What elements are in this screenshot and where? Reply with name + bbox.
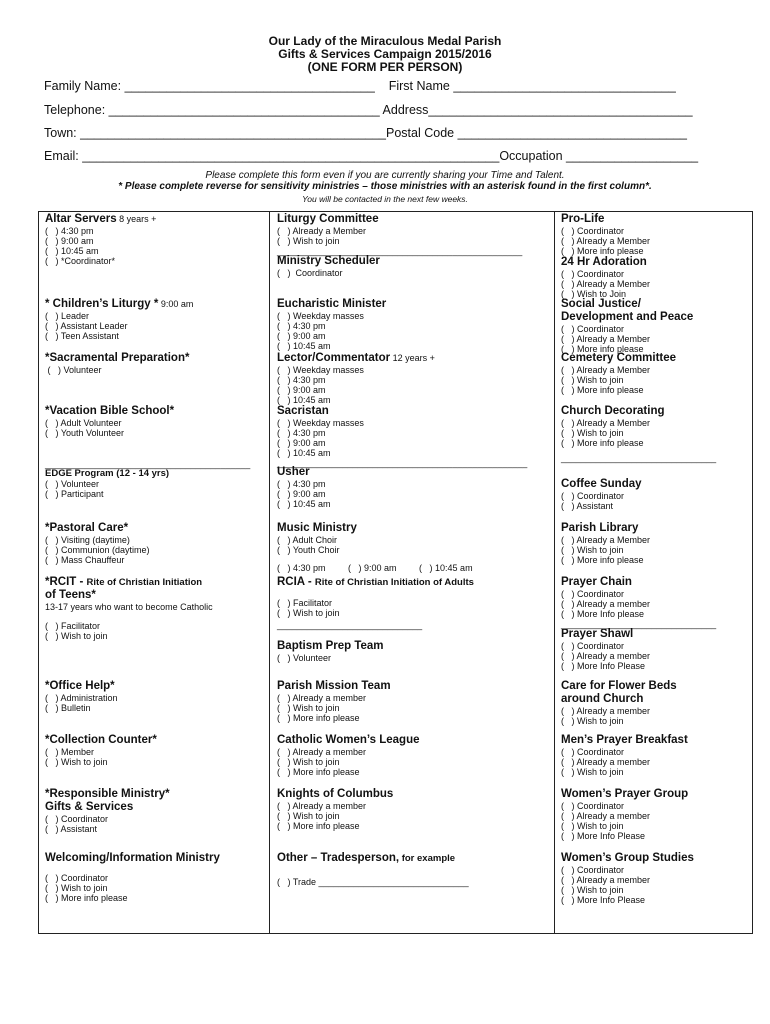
- section-title-extra: Rite of Christian Initiation of Adults: [314, 577, 474, 588]
- option-list[interactable]: ( ) Coordinator ( ) Assistant: [45, 814, 109, 834]
- age-note: 8 years +: [116, 214, 157, 224]
- option-list[interactable]: ( ) Coordinator ( ) Already a Member ( ) More info please: [561, 226, 651, 256]
- option-list[interactable]: ( ) Coordinator ( ) Already a member ( ) More Info please: [561, 589, 651, 619]
- section-title: Church Decorating: [561, 405, 665, 417]
- option-list[interactable]: ( ) Facilitator ( ) Wish to join: [45, 621, 108, 641]
- option-list[interactable]: ( ) Facilitator ( ) Wish to join: [277, 598, 340, 618]
- column-divider: [554, 211, 555, 934]
- mass-time-options[interactable]: ( ) 4:30 pm ( ) 9:00 am ( ) 10:45 am: [277, 563, 473, 573]
- option-list[interactable]: ( ) Coordinator ( ) Assistant: [561, 491, 625, 511]
- contact-note: You will be contacted in the next few weeks.: [302, 194, 468, 204]
- option-list[interactable]: ( ) Coordinator ( ) Wish to join ( ) More info please: [45, 873, 128, 903]
- section-title-line2: around Church: [561, 693, 644, 705]
- section-title: Cemetery Committee: [561, 352, 677, 364]
- town-postal-line[interactable]: Town: ____________________________________________Postal Code _________________________________: [44, 126, 687, 140]
- parish-mission-section: [277, 680, 391, 723]
- liturgy-committee-section: [277, 213, 522, 256]
- option-list[interactable]: ( ) Coordinator ( ) Already a member ( ) Wish to join: [561, 747, 651, 777]
- section-title-line2: Development and Peace: [561, 311, 694, 323]
- section-title: Social Justice/: [561, 298, 641, 310]
- section-title: Pro-Life: [561, 213, 605, 225]
- section-title: Prayer Shawl: [561, 628, 634, 640]
- option-list[interactable]: ( ) Trade ______________________________: [277, 877, 469, 887]
- option-list[interactable]: ( ) Already a member ( ) Wish to join ( ) More info please: [277, 693, 367, 723]
- section-title: * Children’s Liturgy *: [45, 298, 159, 310]
- reverse-note: * Please complete reverse for sensitivity ministries – those ministries with an asterisk found in the first column*.: [118, 181, 652, 192]
- section-title: Coffee Sunday: [561, 478, 642, 490]
- option-list[interactable]: ( ) Coordinator ( ) Already a Member ( ) Wish to Join: [561, 269, 651, 299]
- prayer-shawl-section: [561, 628, 650, 671]
- sacramental-preparation-section: [45, 352, 189, 375]
- eucharistic-minister-section: [277, 298, 386, 351]
- section-title: Catholic Women’s League: [277, 734, 420, 746]
- section-title: 24 Hr Adoration: [561, 256, 647, 268]
- option-list[interactable]: ( ) Weekday masses ( ) 4:30 pm ( ) 9:00 am ( ) 10:45 am: [277, 311, 364, 351]
- separator: _________________________________________________: [277, 246, 523, 256]
- section-title-line2: Gifts & Services: [45, 801, 134, 813]
- prayer-chain-section: [561, 576, 716, 629]
- sacristan-section: [277, 405, 527, 468]
- section-title: Women’s Prayer Group: [561, 788, 689, 800]
- section-title: *Responsible Ministry*: [45, 788, 170, 800]
- campaign-title: Gifts & Services Campaign 2015/2016: [278, 47, 492, 61]
- option-list[interactable]: ( ) Weekday masses ( ) 4:30 pm ( ) 9:00 am ( ) 10:45 am: [277, 418, 364, 458]
- section-title: Usher: [277, 466, 310, 478]
- form-subtitle: (ONE FORM PER PERSON): [307, 60, 463, 74]
- option-list[interactable]: ( ) Adult Choir ( ) Youth Choir: [277, 535, 340, 555]
- section-subnote: 13-17 years who want to become Catholic: [45, 602, 213, 612]
- section-title: Welcoming/Information Ministry: [45, 852, 220, 864]
- age-note: 12 years +: [390, 353, 435, 363]
- section-title: Baptism Prep Team: [277, 640, 384, 652]
- section-title: Parish Mission Team: [277, 680, 391, 692]
- section-title: EDGE Program (12 - 14 yrs): [45, 468, 170, 479]
- section-title: *Pastoral Care*: [45, 522, 129, 534]
- option-list[interactable]: ( ) Already a Member ( ) Wish to join ( ) More info please: [561, 418, 651, 448]
- email-occupation-line[interactable]: Email: ____________________________________________________________Occupation ___________________: [44, 149, 699, 163]
- section-title: *RCIT -: [45, 576, 87, 588]
- section-title: *Vacation Bible School*: [45, 405, 175, 417]
- time-note: 9:00 am: [158, 299, 194, 309]
- cwl-section: [277, 734, 420, 777]
- option-list[interactable]: ( ) 4:30 pm ( ) 9:00 am ( ) 10:45 am: [277, 479, 331, 509]
- section-title: *Collection Counter*: [45, 734, 157, 746]
- family-name-line[interactable]: Family Name: ____________________________________ First Name ________________________________: [44, 79, 676, 93]
- section-title: Women’s Group Studies: [561, 852, 694, 864]
- rcia-section: [277, 576, 474, 630]
- welcoming-ministry-section: [45, 852, 220, 903]
- separator: _____________________________: [277, 620, 423, 630]
- option-list[interactable]: ( ) Already a Member ( ) Wish to join ( ) More info please: [561, 535, 651, 565]
- option-list[interactable]: ( ) Visiting (daytime) ( ) Communion (daytime) ( ) Mass Chauffeur: [45, 535, 150, 565]
- option-list[interactable]: ( ) Volunteer ( ) Participant: [45, 479, 104, 499]
- collection-counter-section: [45, 734, 157, 767]
- section-title: Prayer Chain: [561, 576, 632, 588]
- option-list[interactable]: ( ) Volunteer: [277, 653, 332, 663]
- telephone-address-line[interactable]: Telephone: _______________________________________ Address______________________________________: [44, 103, 693, 117]
- knights-of-columbus-section: [277, 788, 393, 831]
- coffee-sunday-section: [561, 478, 642, 511]
- vbs-separator: _________________________________________: [45, 459, 251, 469]
- tradesperson-section: [277, 852, 469, 887]
- office-help-section: [45, 680, 118, 713]
- option-list[interactable]: ( ) Weekday masses ( ) 4:30 pm ( ) 9:00 am ( ) 10:45 am: [277, 365, 364, 405]
- section-title: Men’s Prayer Breakfast: [561, 734, 688, 746]
- option-list[interactable]: ( ) Coordinator ( ) Already a member ( ) Wish to join ( ) More Info Please: [561, 801, 651, 841]
- option-list[interactable]: ( ) Already a member ( ) Wish to join ( ) More info please: [277, 747, 367, 777]
- section-title: Sacristan: [277, 405, 329, 417]
- option-list[interactable]: ( ) Already a member ( ) Wish to join: [561, 706, 651, 726]
- music-ministry-section: [277, 522, 473, 573]
- section-title: Parish Library: [561, 522, 639, 534]
- option-list[interactable]: ( ) Coordinator ( ) Already a member ( ) More Info Please: [561, 641, 651, 671]
- vacation-bible-school-section: [45, 405, 174, 438]
- pastoral-care-section: [45, 522, 150, 565]
- section-title: *Office Help*: [45, 680, 115, 692]
- column-divider: [269, 211, 270, 934]
- option-list[interactable]: ( ) Coordinator ( ) Already a member ( ) Wish to join ( ) More Info Please: [561, 865, 651, 905]
- womens-prayer-group-section: [561, 788, 688, 841]
- church-decorating-section: [561, 405, 716, 463]
- separator: _______________________________: [561, 453, 717, 463]
- section-title: Ministry Scheduler: [277, 255, 380, 267]
- mens-prayer-breakfast-section: [561, 734, 688, 777]
- option-list[interactable]: ( ) Coordinator: [277, 268, 343, 278]
- social-justice-section: [561, 298, 693, 354]
- lector-section: [277, 352, 435, 405]
- section-title: Eucharistic Minister: [277, 298, 387, 310]
- instruction-note: Please complete this form even if you are currently sharing your Time and Talent.: [205, 170, 565, 181]
- flower-beds-section: [561, 680, 677, 726]
- separator: _______________________________: [561, 619, 717, 629]
- section-title: *Sacramental Preparation*: [45, 352, 190, 364]
- option-list[interactable]: ( ) 4:30 pm ( ) 9:00 am ( ) 10:45 am ( ) *Coordinator*: [45, 226, 116, 266]
- cemetery-committee-section: [561, 352, 676, 395]
- rcit-section: [45, 576, 213, 641]
- altar-servers-section: [45, 213, 156, 266]
- childrens-liturgy-section: [45, 298, 193, 341]
- section-title: Care for Flower Beds: [561, 680, 677, 692]
- ministry-scheduler-section: [277, 255, 380, 278]
- separator: __________________________________________________: [277, 458, 528, 468]
- section-title: Knights of Columbus: [277, 788, 394, 800]
- option-list[interactable]: ( ) Volunteer: [45, 365, 102, 375]
- responsible-ministry-section: [45, 788, 170, 834]
- section-title: Other – Tradesperson,: [277, 852, 400, 864]
- baptism-prep-section: [277, 640, 384, 663]
- option-list[interactable]: ( ) Adult Volunteer ( ) Youth Volunteer: [45, 418, 125, 438]
- section-title-line2: of Teens*: [45, 589, 96, 601]
- option-list[interactable]: ( ) Already a Member ( ) Wish to join ( ) More info please: [561, 365, 651, 395]
- parish-title: Our Lady of the Miraculous Medal Parish: [268, 34, 502, 48]
- section-title: RCIA -: [277, 576, 315, 588]
- womens-group-studies-section: [561, 852, 694, 905]
- option-list[interactable]: ( ) Member ( ) Wish to join: [45, 747, 108, 767]
- option-list[interactable]: ( ) Leader ( ) Assistant Leader ( ) Teen Assistant: [45, 311, 128, 341]
- option-list[interactable]: ( ) Already a Member ( ) Wish to join: [277, 226, 367, 246]
- section-title: Music Ministry: [277, 522, 357, 534]
- option-list[interactable]: ( ) Administration ( ) Bulletin: [45, 693, 118, 713]
- usher-section: [277, 466, 331, 509]
- section-title-extra: Rite of Christian Initiation: [86, 577, 203, 588]
- section-title: Altar Servers: [45, 213, 117, 225]
- edge-program-section: [45, 468, 169, 499]
- parish-library-section: [561, 522, 650, 565]
- section-title: Lector/Commentator: [277, 352, 391, 364]
- option-list[interactable]: ( ) Already a member ( ) Wish to join ( ) More info please: [277, 801, 367, 831]
- pro-life-section: [561, 213, 650, 256]
- option-list[interactable]: ( ) Coordinator ( ) Already a Member ( ) More info please: [561, 324, 651, 354]
- adoration-section: [561, 256, 650, 299]
- section-title-extra: for example: [399, 853, 456, 864]
- section-title: Liturgy Committee: [277, 213, 379, 225]
